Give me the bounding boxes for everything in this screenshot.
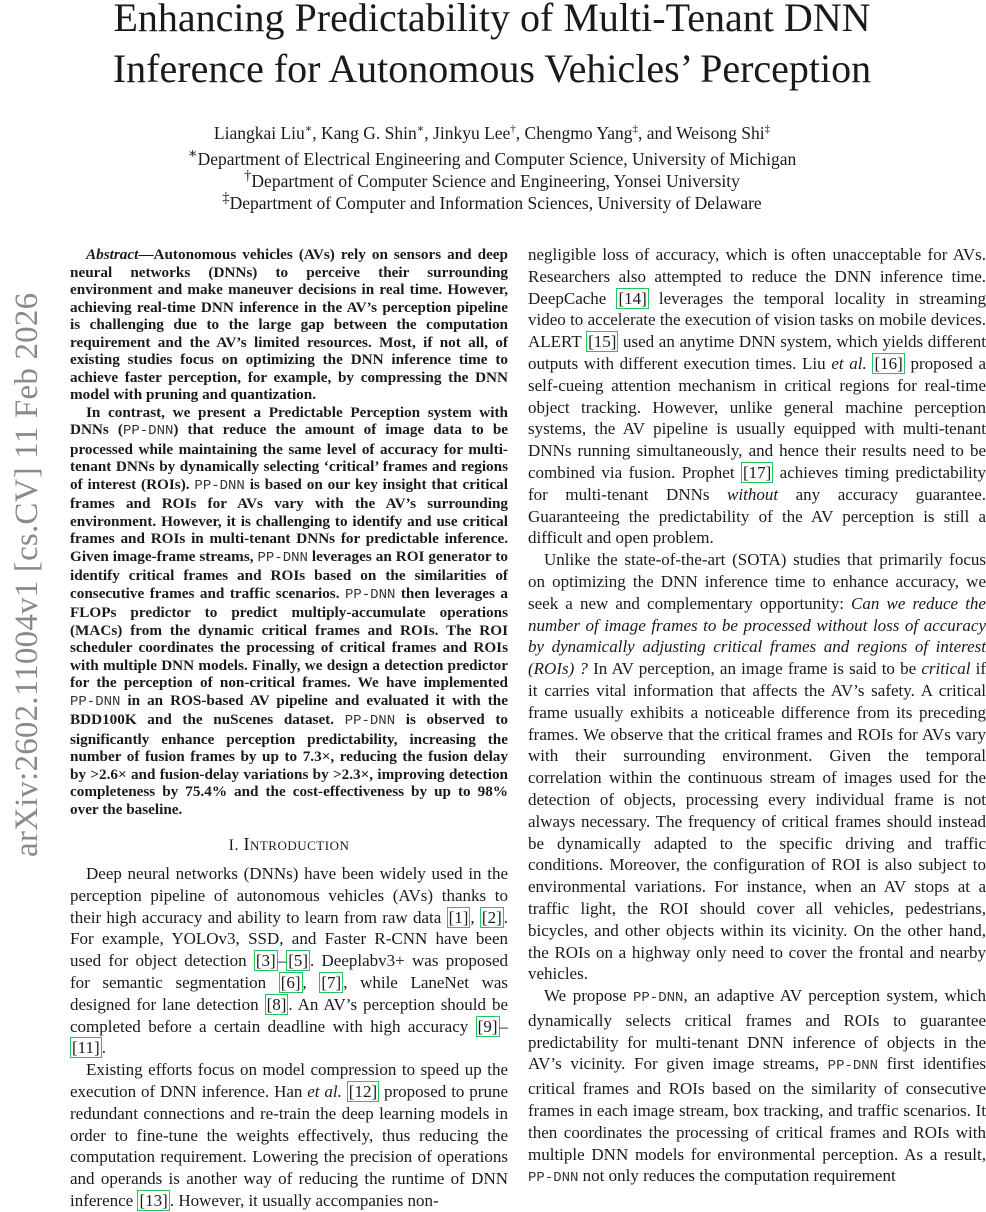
- intro-paragraph-4: [528, 985, 986, 1190]
- body-text: negligible loss of accuracy, which is often unacceptable for AVs. Researchers also attempted to reduce the DNN inference time. DeepCache: [528, 245, 986, 308]
- affiliation-text: Department of Computer and Information Sciences, University of Delaware: [229, 192, 762, 213]
- citation-link[interactable]: [15]: [588, 332, 617, 352]
- author-name: Kang G. Shin: [321, 122, 417, 143]
- body-text: proposed a self-cueing attention mechanism in critical regions for real-time object tracking. However, unlike general machine perception systems, the AV pipeline is usually equipped with multi-tenant DNNs running simultaneously, and hence their results need to be combined via fusion. Prophet: [528, 353, 986, 482]
- citation-link[interactable]: [5]: [288, 951, 309, 971]
- citation-link[interactable]: [2]: [481, 907, 502, 927]
- citation-link[interactable]: [17]: [742, 462, 772, 482]
- body-text: achieves timing predictability for multi-tenant DNNs: [528, 462, 986, 504]
- body-text: In AV perception, an image frame is said to be: [587, 659, 922, 679]
- system-name: PP-DNN: [257, 549, 308, 566]
- body-text: if it carries vital information that affects the AV’s safety. A critical frame usually exhibits a noticeable difference from its preceding frames. We observe that the critical frames and ROIs for AVs vary with their surrounding environment. Given the temporal correlation within the continuous stream of images used for the detection of objects, processing every individual frame is not always necessary. The frequency of critical frames should instead be dynamically adapted to the specific driving and traffic conditions. Moreover, the configuration of ROI is also subject to environmental variations. For instance, when an AV stops at a traffic light, the ROI should cover all vehicles, pedestrians, bicycles, and other objects within its vicinity. On the other hand, the ROIs on a highway only need to cover the frontal and nearby vehicles.: [528, 659, 986, 984]
- affil-mark: †: [244, 168, 252, 184]
- body-text: Deep neural networks (DNNs) have been widely used in the perception pipeline of autonomous vehicles (AVs) thanks to their high accuracy and ability to learn from raw data: [70, 864, 508, 927]
- emphasis: et al.: [831, 353, 867, 373]
- affil-mark: ‡: [764, 123, 771, 135]
- intro-paragraph-2-cont: [528, 244, 986, 549]
- intro-paragraph-3: [528, 549, 986, 985]
- citation-link[interactable]: [3]: [255, 951, 276, 971]
- sep: ,: [312, 122, 322, 143]
- affil-mark: ∗: [416, 123, 425, 135]
- citation-link[interactable]: [1]: [448, 907, 469, 927]
- paper-title: [0, 0, 984, 94]
- body-text: . However, it usually accompanies non-: [169, 1190, 439, 1210]
- body-text: any accuracy guarantee. Guaranteeing the predictability of the AV perception is still a difficult and open problem.: [528, 484, 986, 548]
- emphasis: critical: [921, 659, 971, 679]
- intro-paragraph-2: [70, 1059, 508, 1212]
- citation-link[interactable]: [6]: [280, 972, 301, 992]
- body-text: , an adaptive AV perception system, which dynamically selects critical frames and ROIs to guarantee predictability for multi-tenant DNN inference of objects in the AV’s vicinity. For given image streams,: [528, 986, 986, 1074]
- intro-paragraph-1: [70, 863, 508, 1059]
- sep: , and: [637, 122, 677, 143]
- system-name: PP-DNN: [70, 693, 121, 710]
- citation-link[interactable]: [14]: [618, 288, 647, 308]
- system-name: PP-DNN: [827, 1058, 879, 1075]
- citation-link[interactable]: [9]: [477, 1016, 498, 1036]
- abstract-text: ) that reduce the amount of image data to be processed while maintaining the same level of accuracy for multi-tenant DNNs by dynamically selecting ‘critical’ frames and regions of interest (ROIs).: [70, 421, 509, 493]
- research-question: Can we reduce the number of image frames to be processed without loss of accuracy by dynamically adjusting critical frames and regions of interest (ROIs) ?: [528, 593, 986, 679]
- system-name: PP-DNN: [633, 990, 684, 1007]
- citation-link[interactable]: [7]: [321, 972, 342, 992]
- body-text: first identifies critical frames and ROIs based on the similarity of consecutive frames in each image stream, box tracking, and traffic scenarios. It then coordinates the processing of critical frames and ROIs with multiple DNN models for environmental perception. As a result,: [528, 1054, 986, 1164]
- system-name: PP-DNN: [122, 423, 174, 439]
- citation-link[interactable]: [16]: [874, 353, 903, 373]
- body-text: Existing efforts focus on model compression to speed up the execution of DNN inference. Han: [70, 1060, 508, 1101]
- abstract-text: —Autonomous vehicles (AVs) rely on sensors and deep neural networks (DNNs) to perceive their surrounding environment and make maneuver decisions in real time. However, achieving real-time DNN inference in the AV’s perception pipeline is challenging due to the large gap between the computation requirement and the AV’s limited resources. Most, if not all, of existing studies focus on optimizing the DNN inference time to achieve faster perception, for example, by compressing the DNN model with pruning and quantization.: [70, 246, 508, 403]
- system-name: PP-DNN: [344, 586, 396, 603]
- abstract-text: is observed to significantly enhance perception predictability, increasing the number of fusion frames by up to 7.3×, reducing the fusion delay by >2.6× and fusion-delay variations by >2.3×, improving detection completeness by 75.4% and the cost-effectiveness by up to 98% over the baseline.: [70, 711, 509, 818]
- abstract-paragraph-2: [70, 404, 508, 819]
- citation-link[interactable]: [12]: [348, 1081, 378, 1101]
- sep: ,: [515, 122, 525, 143]
- section-title: Introduction: [243, 834, 350, 854]
- body-text: . For example, YOLOv3, SSD, and Faster R-CNN have been used for object detection: [70, 907, 508, 971]
- affiliation-3: [0, 187, 984, 214]
- body-text: proposed to prune redundant connections and re-train the deep learning models in order to fine-tune the weights effectively, thus reducing the computation requirement. Lowering the precision of operations and operands is another way of reducing the runtime of DNN inference: [70, 1081, 508, 1210]
- citation-link[interactable]: [11]: [72, 1038, 100, 1058]
- body-text: .: [101, 1038, 106, 1058]
- system-name: PP-DNN: [528, 1170, 579, 1187]
- citation-link[interactable]: [13]: [139, 1190, 168, 1210]
- title-line-1: Enhancing Predictability of Multi-Tenant DNN: [113, 0, 871, 40]
- title-line-2: Inference for Autonomous Vehicles’ Perception: [112, 46, 872, 91]
- system-name: PP-DNN: [344, 713, 396, 729]
- author-name: Liangkai Liu: [213, 122, 305, 143]
- affil-mark: ‡: [222, 190, 230, 206]
- system-name: PP-DNN: [194, 477, 245, 494]
- abstract-text: In contrast, we present a Predictable Perception system with DNNs (: [70, 403, 508, 438]
- affil-mark: †: [510, 123, 516, 135]
- body-text: . Deeplabv3+ was proposed for semantic segmentation: [70, 951, 509, 992]
- body-text: leverages the temporal locality in streaming video to accelerate the execution of vision tasks on mobile devices. ALERT: [528, 288, 986, 352]
- abstract-paragraph-1: [70, 246, 508, 404]
- emphasis: et al.: [307, 1081, 342, 1101]
- affil-mark: ‡: [632, 123, 638, 135]
- body-text: not only reduces the computation requirement: [578, 1166, 896, 1186]
- section-number: I.: [228, 837, 244, 854]
- author-name: Chengmo Yang: [524, 122, 633, 143]
- body-text: . An AV’s perception should be completed before a certain deadline with high accuracy: [70, 994, 509, 1036]
- abstract-text: leverages an ROI generator to identify critical frames and ROIs based on the similarities of consecutive frames and traffic scenarios.: [70, 547, 508, 602]
- sep: ,: [470, 907, 480, 927]
- body-text: We propose: [544, 986, 633, 1006]
- sep: ,: [302, 972, 320, 992]
- emphasis: without: [727, 484, 779, 504]
- right-column: [528, 244, 986, 1190]
- sep: ,: [424, 122, 434, 143]
- sep: –: [499, 1016, 508, 1036]
- affil-mark: ∗: [304, 123, 313, 135]
- left-column: [70, 246, 508, 1212]
- abstract-text: then leverages a FLOPs predictor to predict multiply-accumulate operations (MACs) from the dynamic critical frames and ROIs. The ROI scheduler coordinates the processing of critical frames and ROIs with multiple DNN models. Finally, we design a detection predictor for the perception of non-critical frames. We have implemented: [70, 584, 508, 691]
- affiliation-text: Department of Electrical Engineering and Computer Science, University of Michigan: [197, 148, 797, 169]
- abstract-text: is based on our key insight that critical frames and ROIs for AVs vary with the AV’s surrounding environment. However, it is challenging to identify and use critical frames and ROIs in multi-tenant DNNs for predictable inference. Given image-frame streams,: [70, 475, 508, 565]
- body-text: , while LaneNet was designed for lane detection: [70, 972, 509, 1014]
- sep: –: [277, 951, 287, 971]
- author-name: Jinkyu Lee: [433, 122, 511, 143]
- arxiv-stamp: arXiv:2602.11004v1 [cs.CV] 11 Feb 2026: [9, 292, 45, 857]
- body-text: used an anytime DNN system, which yields different outputs with different execution times. Liu: [528, 332, 986, 373]
- affil-mark: ∗: [187, 146, 198, 162]
- author-name: Weisong Shi: [676, 122, 765, 143]
- body-text: Unlike the state-of-the-art (SOTA) studies that primarily focus on optimizing the DNN inference time to enhance accuracy, we seek a new and complementary opportunity:: [528, 550, 986, 613]
- citation-link[interactable]: [8]: [266, 994, 287, 1014]
- section-heading-introduction: [70, 834, 508, 855]
- affiliation-text: Department of Computer Science and Engineering, Yonsei University: [251, 170, 740, 191]
- abstract-text: in an ROS-based AV pipeline and evaluated it with the BDD100K and the nuScenes dataset.: [70, 691, 508, 728]
- author-list: [0, 118, 984, 144]
- abstract-label: Abstract: [86, 246, 139, 263]
